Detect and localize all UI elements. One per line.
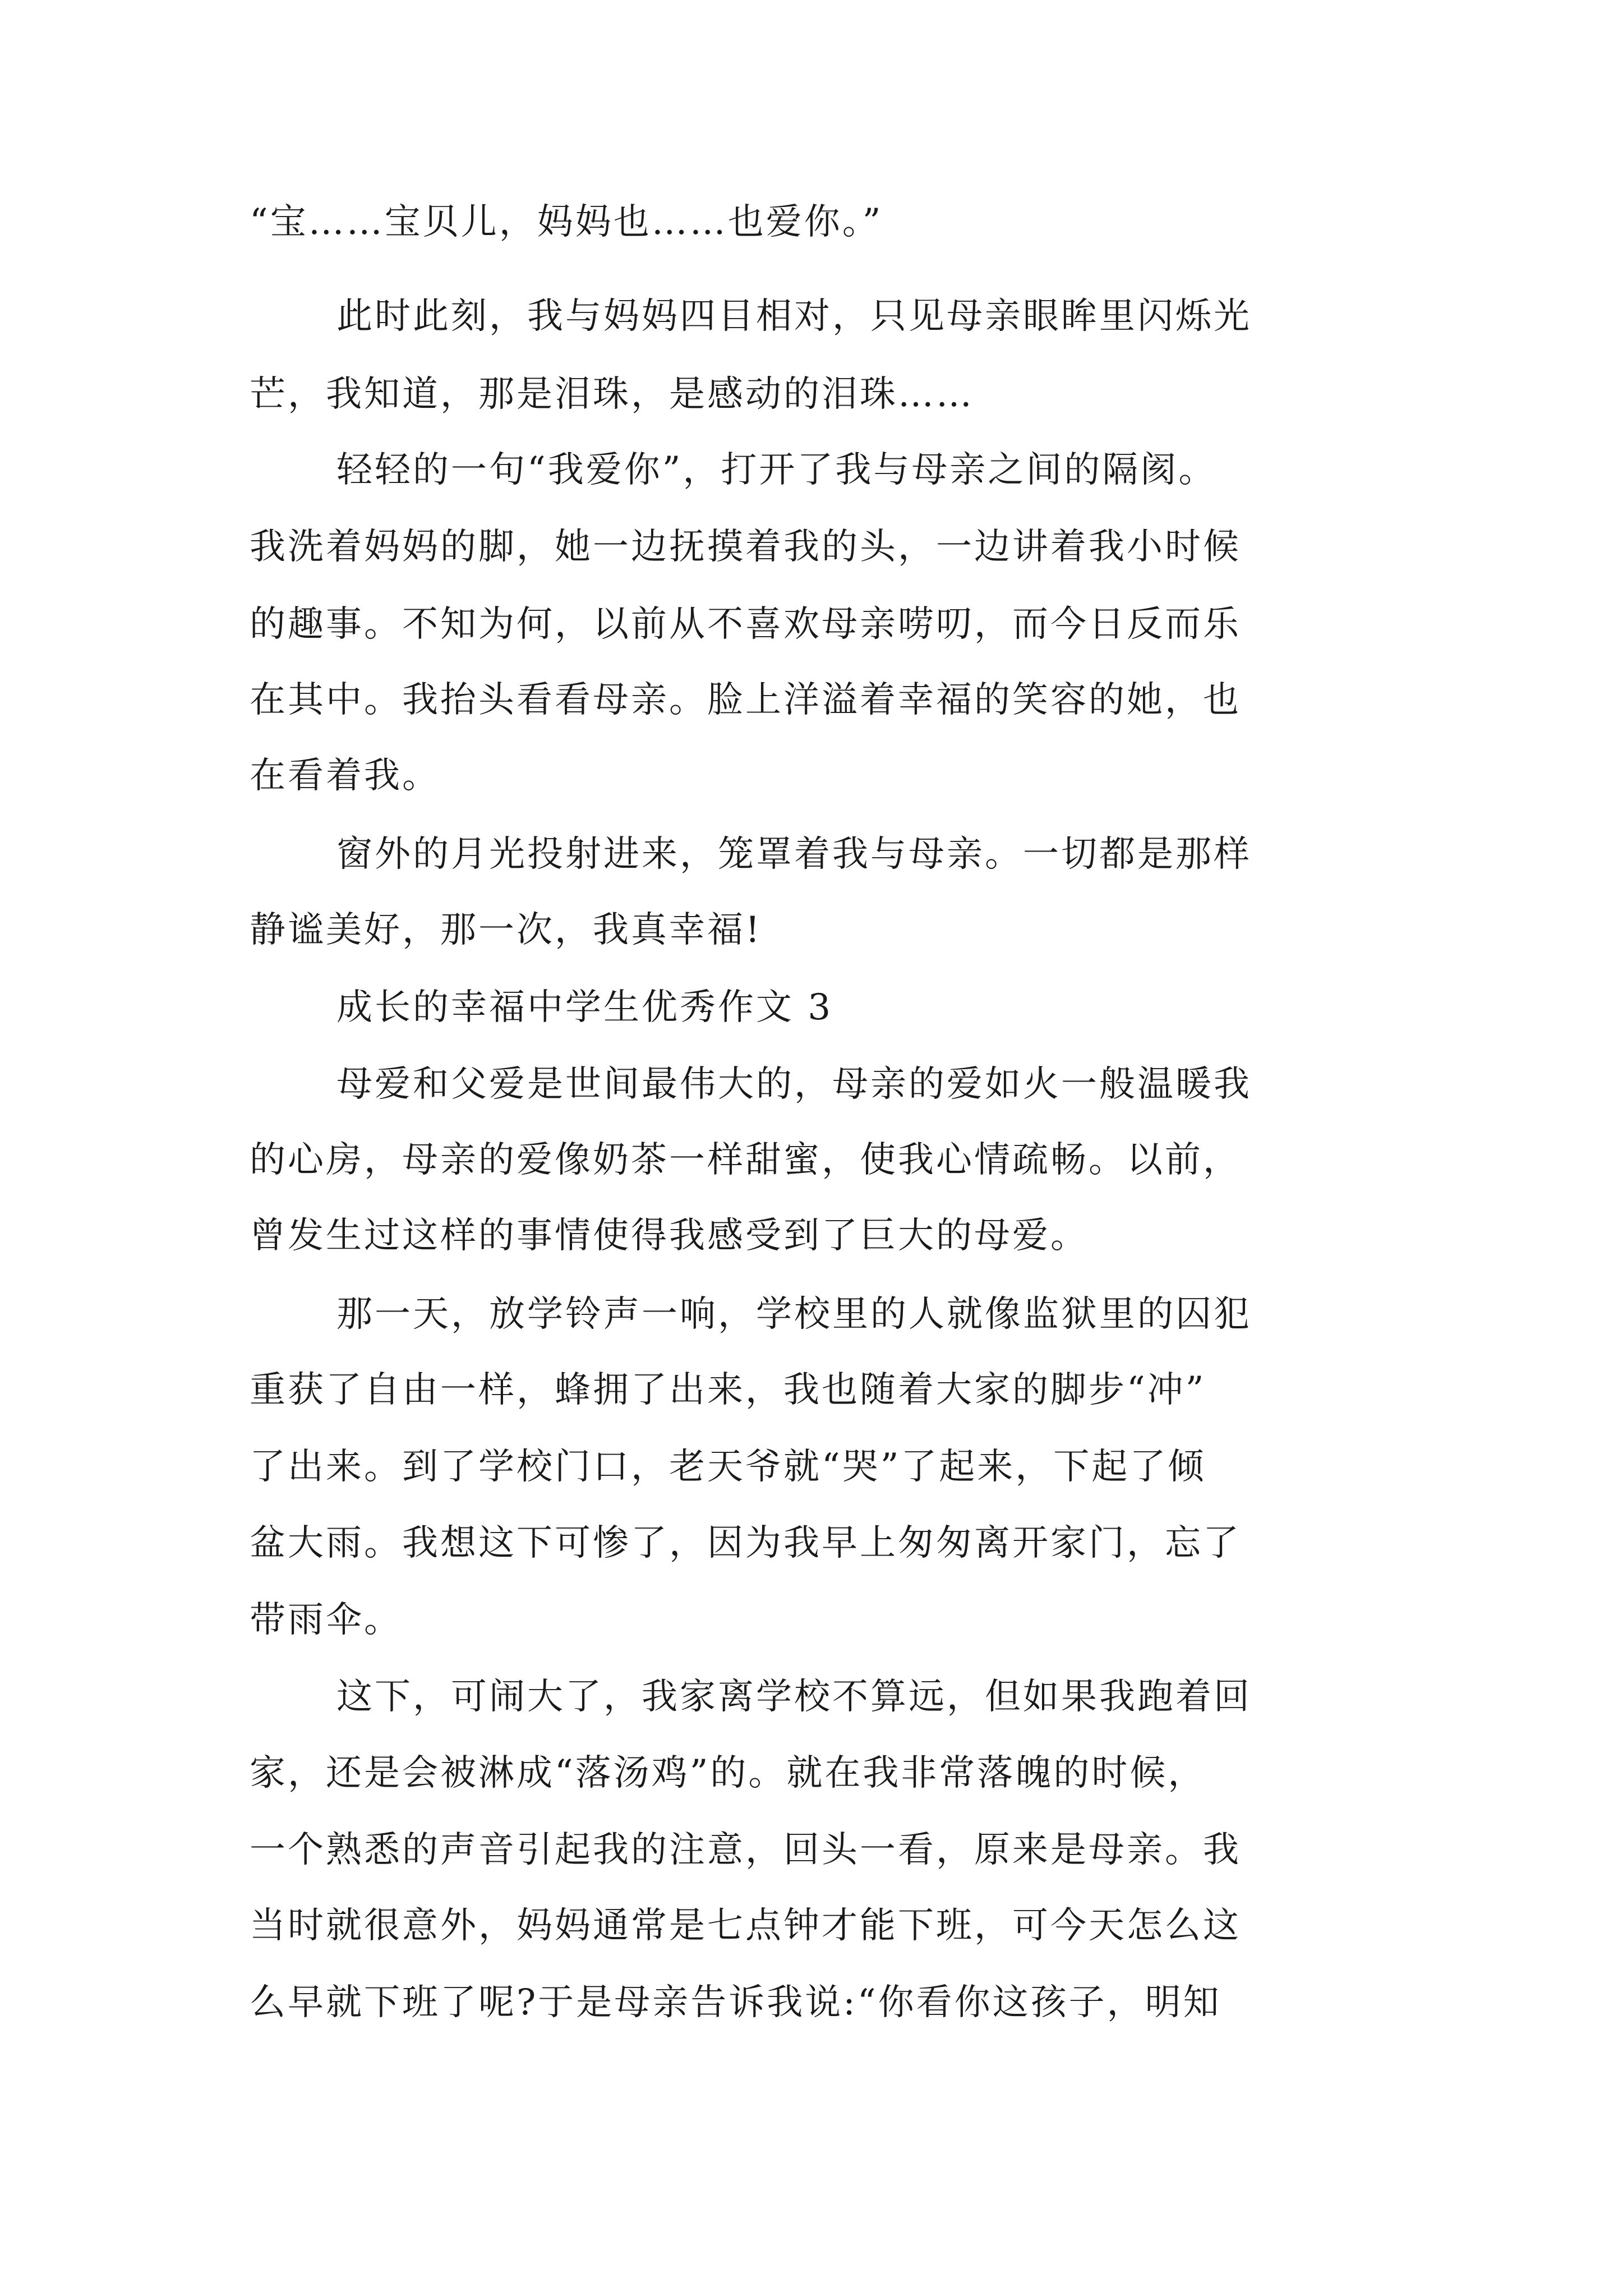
text-line: 曾发生过这样的事情使得我感受到了巨大的母爱。: [250, 1215, 1089, 1257]
text-line: 的趣事。不知为何，以前从不喜欢母亲唠叨，而今日反而乐: [250, 604, 1241, 645]
text-line: 静谧美好，那一次，我真幸福!: [250, 909, 762, 951]
section-heading: 成长的幸福中学生优秀作文 3: [336, 987, 833, 1028]
text-line: 在其中。我抬头看看母亲。脸上洋溢着幸福的笑容的她，也: [250, 679, 1241, 721]
text-line: 此时此刻，我与妈妈四目相对，只见母亲眼眸里闪烁光: [336, 296, 1252, 337]
text-line: 么早就下班了呢?于是母亲告诉我说:“你看你这孩子，明知: [250, 1982, 1221, 2023]
text-line: 这下，可闹大了，我家离学校不算远，但如果我跑着回: [336, 1676, 1252, 1718]
text-line: 了出来。到了学校门口，老天爷就“哭”了起来，下起了倾: [250, 1446, 1206, 1488]
text-line: 家，还是会被淋成“落汤鸡”的。就在我非常落魄的时候，: [250, 1752, 1206, 1794]
text-line: 我洗着妈妈的脚，她一边抚摸着我的头，一边讲着我小时候: [250, 526, 1241, 568]
text-line: 重获了自由一样，蜂拥了出来，我也随着大家的脚步“冲”: [250, 1369, 1206, 1411]
text-line: 当时就很意外，妈妈通常是七点钟才能下班，可今天怎么这: [250, 1905, 1241, 1947]
text-line: 轻轻的一句“我爱你”，打开了我与母亲之间的隔阂。: [336, 449, 1217, 491]
text-line: 窗外的月光投射进来，笼罩着我与母亲。一切都是那样: [336, 834, 1252, 875]
text-line: “宝……宝贝儿，妈妈也……也爱你。”: [250, 201, 883, 243]
text-line: 芒，我知道，那是泪珠，是感动的泪珠……: [250, 374, 974, 415]
text-line: 盆大雨。我想这下可惨了，因为我早上匆匆离开家门，忘了: [250, 1522, 1241, 1564]
text-line: 的心房，母亲的爱像奶茶一样甜蜜，使我心情疏畅。以前，: [250, 1139, 1241, 1181]
text-line: 在看着我。: [250, 755, 440, 797]
text-line: 母爱和父爱是世间最伟大的，母亲的爱如火一般温暖我: [336, 1064, 1252, 1105]
text-line: 带雨伞。: [250, 1599, 402, 1641]
text-line: 那一天，放学铃声一响，学校里的人就像监狱里的囚犯: [336, 1294, 1252, 1335]
text-line: 一个熟悉的声音引起我的注意，回头一看，原来是母亲。我: [250, 1829, 1241, 1871]
